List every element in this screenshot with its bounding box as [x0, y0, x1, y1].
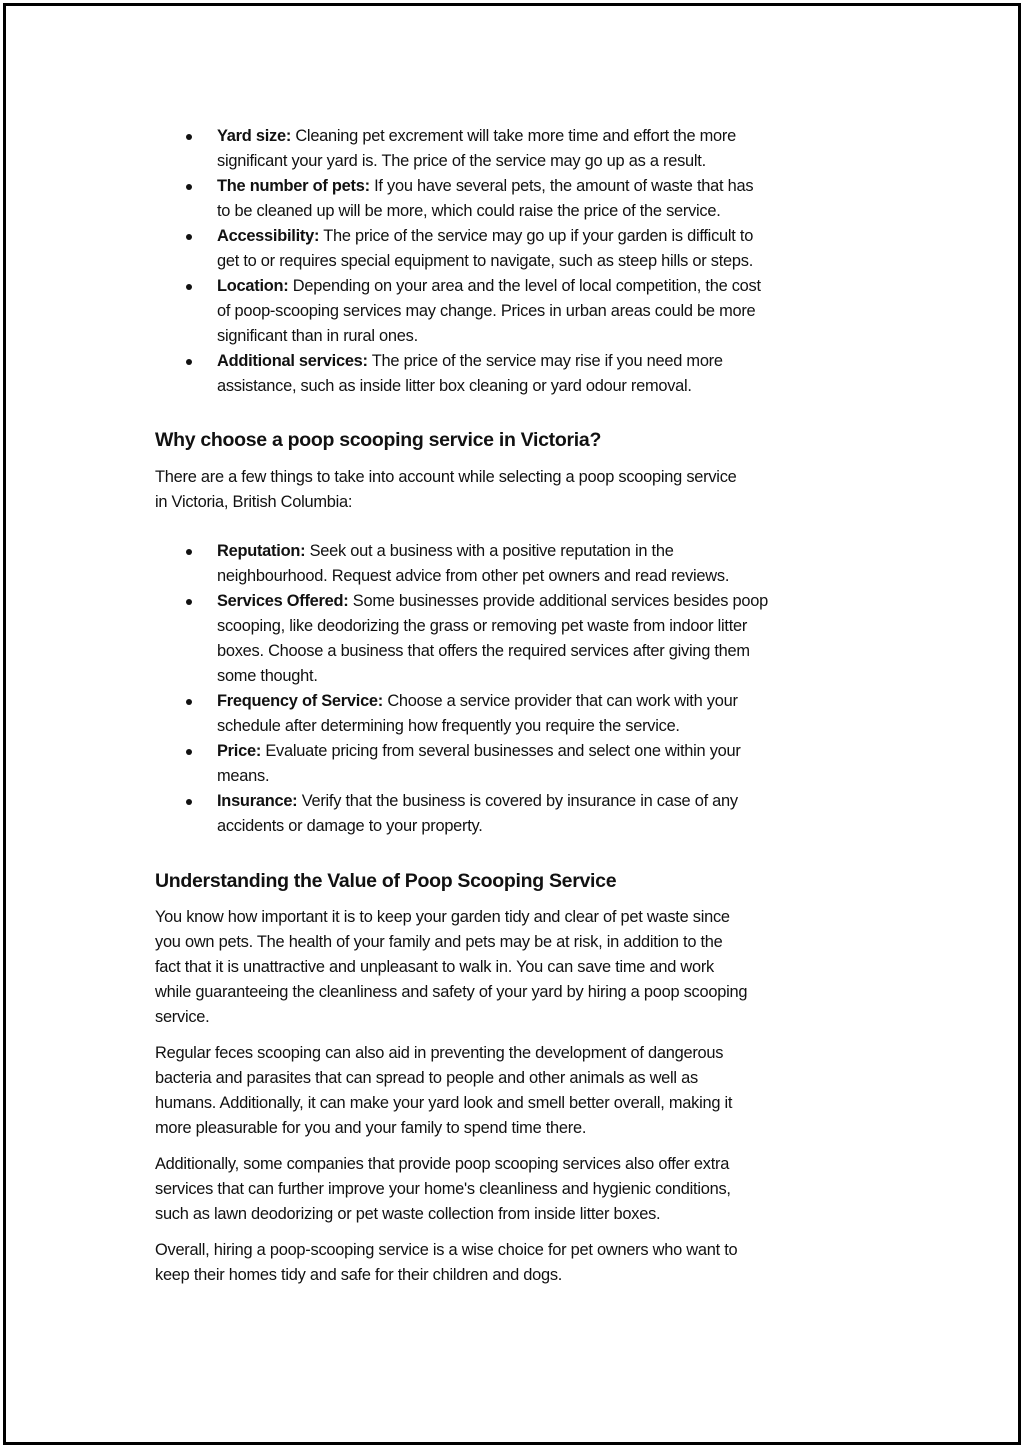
list-item-text: If you have several pets, the amount of waste that has: [369, 177, 754, 195]
list-item-label: Services Offered:: [217, 592, 349, 610]
list-item-line: [217, 274, 875, 299]
list-item-label: The number of pets:: [217, 177, 370, 195]
list-item-text: The price of the service may go up if your garden is difficult to: [319, 227, 754, 245]
list-item-line: [217, 814, 875, 839]
list-item-text: Verify that the business is covered by insurance in case of any: [297, 792, 738, 810]
list-item-text: Some businesses provide additional services besides poop: [348, 592, 768, 610]
paragraph-line: Regular feces scooping can also aid in preventing the development of dangerous: [155, 1044, 724, 1062]
list-item-text: significant than in rural ones.: [217, 327, 418, 345]
value-paragraph: [155, 1041, 875, 1141]
why-intro-paragraph: [155, 465, 875, 515]
list-item-text: some thought.: [217, 667, 318, 685]
list-item: [155, 124, 875, 174]
list-item-line: [217, 639, 875, 664]
bullet-icon: [186, 599, 192, 605]
value-paragraph: [155, 905, 875, 1030]
paragraph-line: services that can further improve your home's cleanliness and hygienic conditions,: [155, 1180, 731, 1198]
list-item: [155, 589, 875, 689]
list-item-line: [217, 589, 875, 614]
list-item-text: schedule after determining how frequently you require the service.: [217, 717, 680, 735]
why-heading: Why choose a poop scooping service in Victoria?: [155, 429, 602, 451]
paragraph-line: such as lawn deodorizing or pet waste collection from inside litter boxes.: [155, 1205, 661, 1223]
list-item: [155, 349, 875, 399]
list-item-text: accidents or damage to your property.: [217, 817, 483, 835]
list-item-line: [217, 249, 875, 274]
value-heading: Understanding the Value of Poop Scooping Service: [155, 870, 617, 892]
bullet-icon: [186, 134, 192, 140]
paragraph-line: fact that it is unattractive and unpleasant to walk in. You can save time and work: [155, 958, 714, 976]
list-item: [155, 789, 875, 839]
bullet-icon: [186, 699, 192, 705]
list-item: [155, 689, 875, 739]
bullet-icon: [186, 184, 192, 190]
bullet-icon: [186, 359, 192, 365]
list-item-text: Choose a service provider that can work with your: [383, 692, 738, 710]
bullet-icon: [186, 549, 192, 555]
list-item-line: [217, 224, 875, 249]
list-item: [155, 274, 875, 349]
paragraph-line: There are a few things to take into account while selecting a poop scooping service: [155, 468, 737, 486]
list-item-text: means.: [217, 767, 270, 785]
paragraph-line: you own pets. The health of your family and pets may be at risk, in addition to the: [155, 933, 723, 951]
value-paragraph: [155, 1238, 875, 1288]
list-item-text: Evaluate pricing from several businesses and select one within your: [261, 742, 741, 760]
paragraph-line: Overall, hiring a poop-scooping service is a wise choice for pet owners who want to: [155, 1241, 738, 1259]
bullet-icon: [186, 799, 192, 805]
list-item-line: [217, 789, 875, 814]
list-item-line: [217, 689, 875, 714]
list-item: [155, 739, 875, 789]
list-item-line: [217, 664, 875, 689]
list-item-line: [217, 614, 875, 639]
list-item-text: to be cleaned up will be more, which could raise the price of the service.: [217, 202, 721, 220]
list-item-text: boxes. Choose a business that offers the required services after giving them: [217, 642, 750, 660]
why-list: [155, 539, 875, 839]
paragraph-line: bacteria and parasites that can spread to people and other animals as well as: [155, 1069, 698, 1087]
list-item-line: [217, 149, 875, 174]
list-item-line: [217, 374, 875, 399]
value-paragraph: [155, 1152, 875, 1227]
list-item-text: The price of the service may rise if you need more: [367, 352, 723, 370]
list-item-line: [217, 739, 875, 764]
bullet-icon: [186, 749, 192, 755]
pricing-factors-list: [155, 124, 875, 399]
list-item-line: [217, 199, 875, 224]
paragraph-line: in Victoria, British Columbia:: [155, 493, 353, 511]
list-item-line: [217, 349, 875, 374]
list-item-text: scooping, like deodorizing the grass or removing pet waste from indoor litter: [217, 617, 748, 635]
list-item-text: Depending on your area and the level of local competition, the cost: [288, 277, 761, 295]
list-item-label: Location:: [217, 277, 289, 295]
paragraph-line: while guaranteeing the cleanliness and safety of your yard by hiring a poop scooping: [155, 983, 748, 1001]
list-item: [155, 539, 875, 589]
paragraph-line: service.: [155, 1008, 210, 1026]
list-item-line: [217, 714, 875, 739]
list-item-text: of poop-scooping services may change. Prices in urban areas could be more: [217, 302, 756, 320]
list-item-label: Reputation:: [217, 542, 306, 560]
list-item-label: Additional services:: [217, 352, 368, 370]
list-item-label: Frequency of Service:: [217, 692, 384, 710]
bullet-icon: [186, 234, 192, 240]
list-item-label: Price:: [217, 742, 262, 760]
list-item-line: [217, 324, 875, 349]
paragraph-line: more pleasurable for you and your family to spend time there.: [155, 1119, 587, 1137]
list-item-label: Yard size:: [217, 127, 292, 145]
list-item-line: [217, 764, 875, 789]
list-item: [155, 224, 875, 274]
list-item-line: [217, 124, 875, 149]
list-item-line: [217, 564, 875, 589]
list-item-text: neighbourhood. Request advice from other pet owners and read reviews.: [217, 567, 730, 585]
list-item-line: [217, 299, 875, 324]
list-item-text: significant your yard is. The price of the service may go up as a result.: [217, 152, 706, 170]
list-item-line: [217, 174, 875, 199]
list-item-text: assistance, such as inside litter box cleaning or yard odour removal.: [217, 377, 692, 395]
bullet-icon: [186, 284, 192, 290]
list-item-line: [217, 539, 875, 564]
list-item-text: get to or requires special equipment to navigate, such as steep hills or steps.: [217, 252, 754, 270]
list-item: [155, 174, 875, 224]
list-item-label: Insurance:: [217, 792, 298, 810]
list-item-text: Cleaning pet excrement will take more time and effort the more: [291, 127, 736, 145]
paragraph-line: Additionally, some companies that provide poop scooping services also offer extra: [155, 1155, 730, 1173]
paragraph-line: You know how important it is to keep your garden tidy and clear of pet waste since: [155, 908, 730, 926]
paragraph-line: humans. Additionally, it can make your yard look and smell better overall, making it: [155, 1094, 733, 1112]
list-item-text: Seek out a business with a positive reputation in the: [305, 542, 674, 560]
paragraph-line: keep their homes tidy and safe for their children and dogs.: [155, 1266, 563, 1284]
list-item-label: Accessibility:: [217, 227, 320, 245]
